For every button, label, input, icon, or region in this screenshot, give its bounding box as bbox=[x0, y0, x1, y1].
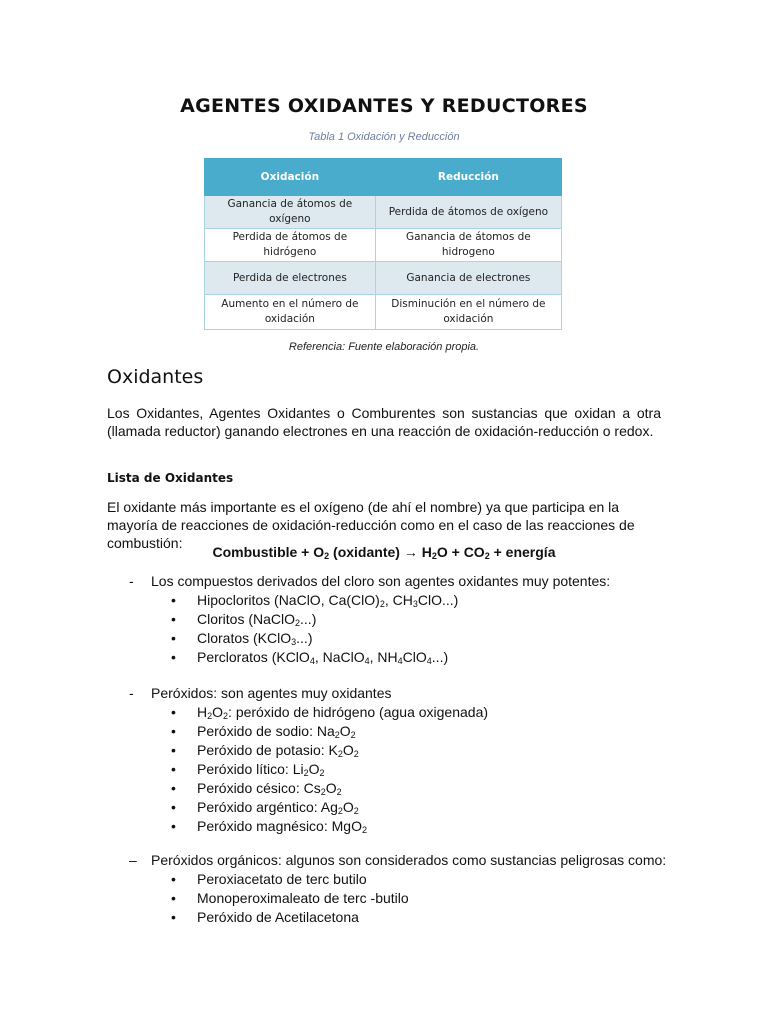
list-item: • Peróxido lítico: $Li_2O_2$ bbox=[129, 760, 488, 779]
table-cell: Perdida de átomos de hidrógeno bbox=[205, 229, 376, 262]
table-row bbox=[205, 262, 562, 295]
oxygen-paragraph: El oxidante más importante es el oxígeno (de ahí el nombre) ya que participa en la mayoría de reacciones de oxidación-reducción como en el caso de las reacciones de combustión: bbox=[107, 499, 635, 551]
intro-paragraph: Los Oxidantes, Agentes Oxidantes o Comburentes son sustancias que oxidan a otra (llamada reductor) ganando electrones en una reacción de oxidación-reducción o redox. bbox=[107, 405, 661, 439]
table-caption: Tabla 1 Oxidación y Reducción bbox=[308, 131, 460, 143]
list-item: • $H_2O_2$: peróxido de hidrógeno (agua oxigenada) bbox=[129, 703, 488, 722]
bullet-list bbox=[129, 591, 610, 667]
dash-marker: - bbox=[129, 573, 134, 589]
header-reduccion: Reducción bbox=[375, 159, 561, 196]
group-lead-text: Peróxidos: son agentes muy oxidantes bbox=[151, 685, 392, 701]
table-row bbox=[205, 295, 562, 330]
group-lead bbox=[129, 572, 610, 591]
equation-subscript: 2 bbox=[484, 551, 490, 561]
table-cell: Perdida de átomos de oxígeno bbox=[375, 196, 561, 229]
list-item: • Monoperoximaleato de terc -butilo bbox=[129, 889, 666, 908]
table-row bbox=[205, 229, 562, 262]
table-cell: Ganancia de átomos de hidrogeno bbox=[375, 229, 561, 262]
bullet-list bbox=[129, 870, 666, 927]
list-item: • Percloratos (KClO$_4$, NaClO$_4$, $NH_4ClO_4$...) bbox=[129, 648, 610, 667]
group-lead-text: Peróxidos orgánicos: algunos son considerados como sustancias peligrosas como: bbox=[151, 852, 667, 868]
equation-part: O + CO bbox=[436, 544, 485, 560]
table-cell: Disminución en el número de oxidación bbox=[375, 295, 561, 330]
list-item: • Peróxido de Acetilacetona bbox=[129, 908, 666, 927]
equation-subscript: 2 bbox=[431, 551, 437, 561]
group-lead bbox=[129, 851, 666, 870]
equation-part: Combustible + O bbox=[212, 544, 325, 560]
dash-marker: – bbox=[129, 852, 137, 868]
group-lead-text: Los compuestos derivados del cloro son agentes oxidantes muy potentes: bbox=[151, 573, 611, 589]
equation-part: (oxidante) → H bbox=[329, 544, 432, 560]
list-item: • Peróxido argéntico: $Ag_2O_2$ bbox=[129, 798, 488, 817]
list-heading: Lista de Oxidantes bbox=[107, 471, 234, 485]
oxidation-reduction-table bbox=[204, 158, 562, 330]
list-item: • Peróxido magnésico: MgO$_2$ bbox=[129, 817, 488, 836]
combustion-equation bbox=[0, 544, 768, 560]
dash-marker: - bbox=[129, 685, 134, 701]
peroxides-group bbox=[129, 684, 488, 836]
table-cell: Ganancia de electrones bbox=[375, 262, 561, 295]
list-item: • Peroxiacetato de terc butilo bbox=[129, 870, 666, 889]
list-item: • Peróxido césico: $Cs_2O_2$ bbox=[129, 779, 488, 798]
table-reference: Referencia: Fuente elaboración propia. bbox=[288, 341, 480, 353]
table-header-row bbox=[205, 159, 562, 196]
table-row bbox=[205, 196, 562, 229]
table-cell: Ganancia de átomos de oxígeno bbox=[205, 196, 376, 229]
list-item: • Cloratos (KClO$_3$...) bbox=[129, 629, 610, 648]
header-oxidacion: Oxidación bbox=[205, 159, 376, 196]
organic-peroxides-group bbox=[129, 851, 666, 927]
equation-part: + energía bbox=[489, 544, 556, 560]
table-cell: Aumento en el número de oxidación bbox=[205, 295, 376, 330]
list-item: • Peróxido de potasio: $K_2O_2$ bbox=[129, 741, 488, 760]
chlorine-group bbox=[129, 572, 610, 667]
bullet-list bbox=[129, 703, 488, 836]
section-heading: Oxidantes bbox=[107, 366, 204, 388]
list-item: • Hipocloritos (NaClO, $Ca(ClO)_2$, $CH_3ClO$...) bbox=[129, 591, 610, 610]
list-item: • Cloritos (NaClO$_2$...) bbox=[129, 610, 610, 629]
list-item: • Peróxido de sodio: $Na_2O_2$ bbox=[129, 722, 488, 741]
page-title: AGENTES OXIDANTES Y REDUCTORES bbox=[180, 95, 588, 117]
equation-subscript: 2 bbox=[324, 551, 330, 561]
table-cell: Perdida de electrones bbox=[205, 262, 376, 295]
group-lead bbox=[129, 684, 488, 703]
